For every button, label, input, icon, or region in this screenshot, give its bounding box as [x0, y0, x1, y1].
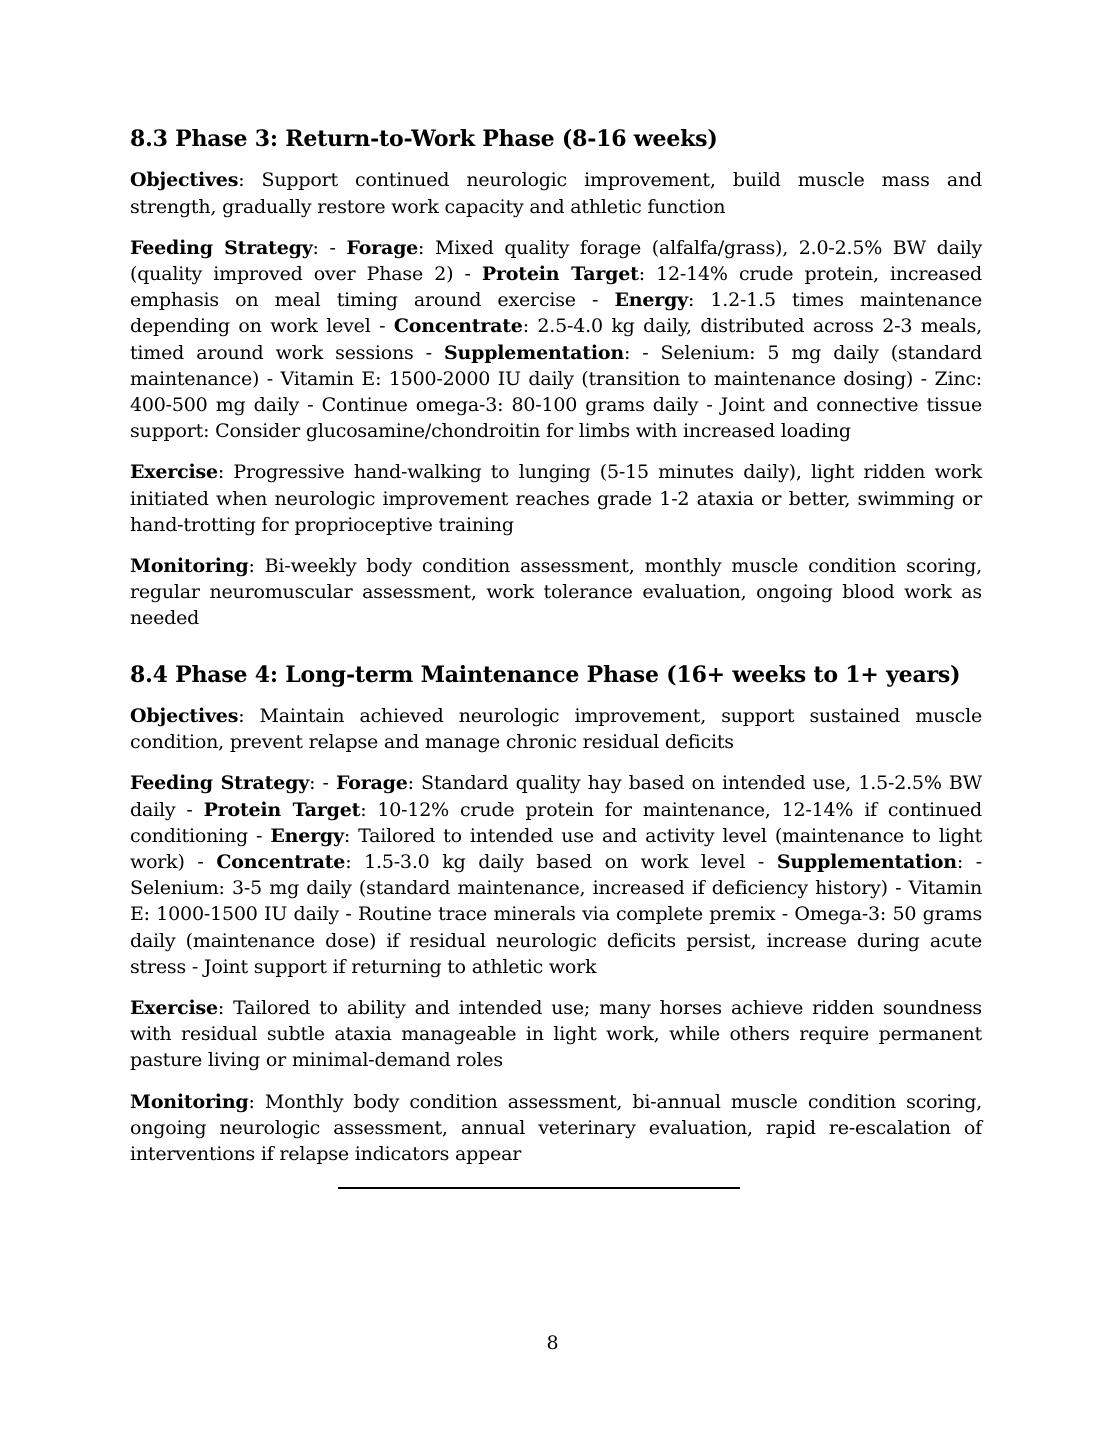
page-content: [130, 126, 982, 1189]
paragraph-phase3-exercise: Exercise: Progressive hand-walking to lunging (5-15 minutes daily), light ridden work initiated when neurologic improvement reaches grade 1-2 ataxia or better, swimming or hand-trotting for proprioceptive training: [130, 461, 982, 536]
paragraph-phase4-objectives: Objectives: Maintain achieved neurologic improvement, support sustained muscle condition, prevent relapse and manage chronic residual deficits: [130, 705, 982, 754]
paragraph-phase4-exercise: Exercise: Tailored to ability and intended use; many horses achieve ridden soundness with residual subtle ataxia manageable in light work, while others require permanent pasture living or minimal-demand roles: [130, 997, 982, 1072]
section-heading-8-4: 8.4 Phase 4: Long-term Maintenance Phase (16+ weeks to 1+ years): [130, 661, 961, 688]
paragraph-phase3-objectives: Objectives: Support continued neurologic improvement, build muscle mass and strength, gradually restore work capacity and athletic function: [130, 169, 982, 218]
paragraph-phase4-monitoring: Monitoring: Monthly body condition assessment, bi-annual muscle condition scoring, ongoing neurologic assessment, annual veterinary evaluation, rapid re-escalation of interventions if relapse indicators appear: [130, 1090, 982, 1166]
paragraph-phase3-monitoring: Monitoring: Bi-weekly body condition assessment, monthly muscle condition scoring, regular neuromuscular assessment, work tolerance evaluation, ongoing blood work as needed: [130, 555, 982, 630]
footer-divider-rule: [338, 1187, 740, 1189]
section-heading-8-3: 8.3 Phase 3: Return-to-Work Phase (8-16 weeks): [130, 126, 718, 152]
paragraph-phase4-feeding-strategy: Feeding Strategy: - Forage: Standard quality hay based on intended use, 1.5-2.5% BW daily - Protein Target: 10-12% crude protein for maintenance, 12-14% if continued conditioning - Energy: Tailored to intended use and activity level (maintenance to light work) - Concentrate: 1.5-3.0 kg daily based on work level - Supplementation: - Selenium: 3-5 mg daily (standard maintenance, increased if deficiency history) - Vitamin E: 1000-1500 IU daily - Routine trace minerals via complete premix - Omega-3: 50 grams daily (maintenance dose) if residual neurologic deficits persist, increase during acute stress - Joint support if returning to athletic work: [130, 772, 983, 978]
paragraph-phase3-feeding-strategy: Feeding Strategy: - Forage: Mixed quality forage (alfalfa/grass), 2.0-2.5% BW daily (quality improved over Phase 2) - Protein Target: 12-14% crude protein, increased emphasis on meal timing around exercise - Energy: 1.2-1.5 times maintenance depending on work level - Concentrate: 2.5-4.0 kg daily, distributed across 2-3 meals, timed around work sessions - Supplementation: - Selenium: 5 mg daily (standard maintenance) - Vitamin E: 1500-2000 IU daily (transition to maintenance dosing) - Zinc: 400-500 mg daily - Continue omega-3: 80-100 grams daily - Joint and connective tissue support: Consider glucosamine/chondroitin for limbs with increased loading: [130, 236, 983, 443]
page-number: 8: [546, 1332, 559, 1354]
